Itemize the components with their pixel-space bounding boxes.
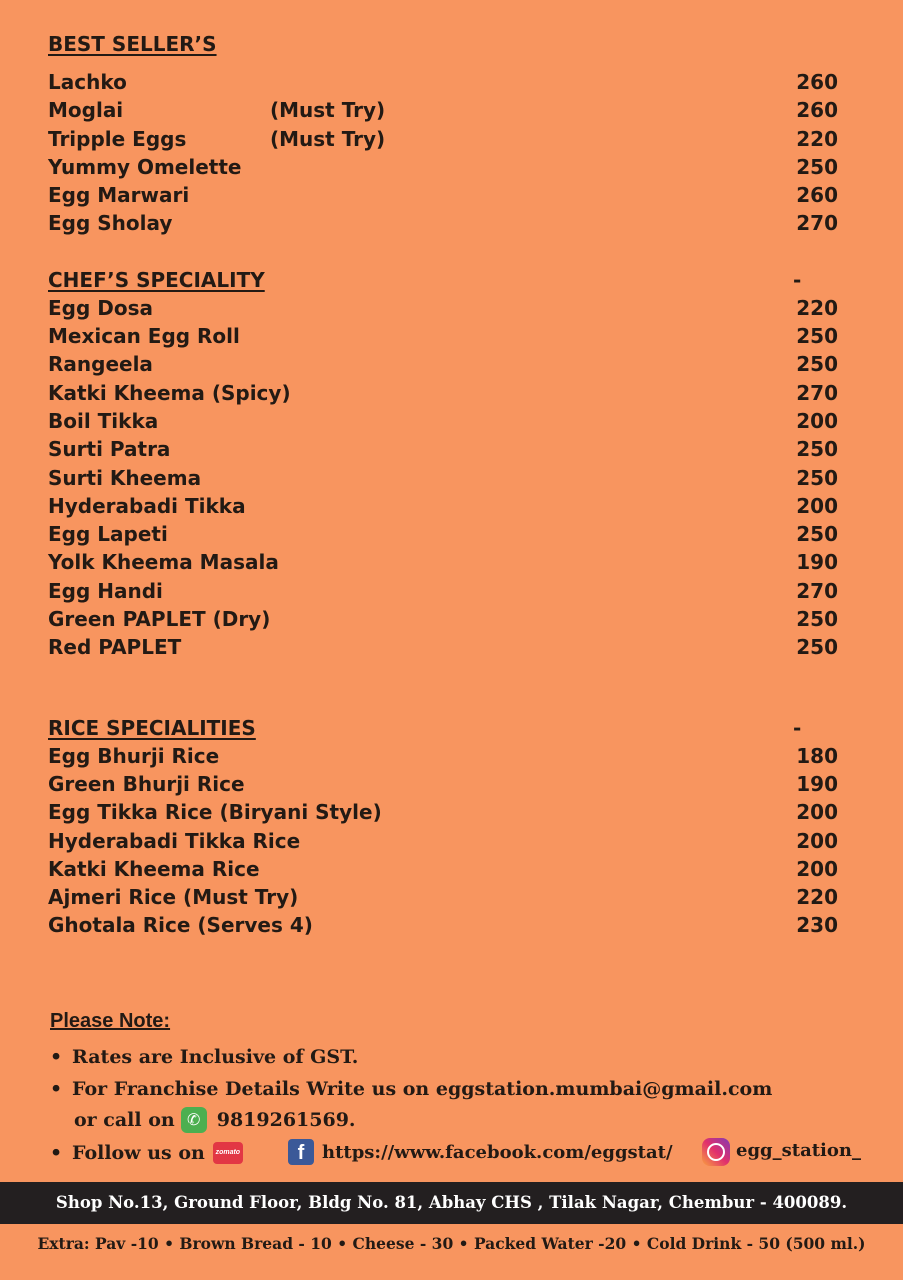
- note-franchise: [50, 1073, 870, 1105]
- menu-item: [48, 125, 838, 153]
- menu-item: [48, 96, 838, 124]
- item-price: 270: [796, 211, 838, 236]
- section-rice-specialities: [48, 714, 838, 940]
- item-tag: [270, 153, 793, 181]
- menu-item: [48, 605, 838, 633]
- item-price: 220: [796, 126, 838, 151]
- item-tag: [270, 209, 793, 237]
- item-name: Egg Sholay: [48, 211, 173, 236]
- item-price: 270: [796, 380, 838, 405]
- notes: [50, 1010, 870, 1171]
- whatsapp-icon[interactable]: ✆: [181, 1107, 207, 1133]
- instagram-handle[interactable]: egg_station_: [736, 1140, 861, 1161]
- item-price: 200: [796, 493, 838, 518]
- item-price: 200: [796, 408, 838, 433]
- address-bar: Shop No.13, Ground Floor, Bldg No. 81, Abhay CHS , Tilak Nagar, Chembur - 400089.: [0, 1182, 903, 1224]
- item-name: Red PAPLET: [48, 635, 182, 660]
- bullet: •: [50, 1046, 63, 1068]
- section-header: [48, 30, 838, 58]
- menu-item: [48, 742, 838, 770]
- menu-item: [48, 633, 838, 661]
- menu-item: [48, 520, 838, 548]
- menu-item: [48, 883, 838, 911]
- facebook-icon[interactable]: f: [288, 1139, 314, 1165]
- item-price: 250: [796, 465, 838, 490]
- menu-item: [48, 153, 838, 181]
- call-prefix: or call on: [74, 1109, 175, 1131]
- item-name: Moglai: [48, 98, 124, 123]
- menu-item: [48, 911, 838, 939]
- note-call: [50, 1105, 870, 1135]
- item-name: Tripple Eggs: [48, 126, 187, 151]
- menu-item: [48, 827, 838, 855]
- menu-item: [48, 350, 838, 378]
- menu-item: [48, 407, 838, 435]
- zomato-icon[interactable]: zomato: [213, 1142, 243, 1164]
- menu-item: [48, 548, 838, 576]
- item-price: 270: [796, 578, 838, 603]
- item-name: Boil Tikka: [48, 408, 159, 433]
- item-name: Yummy Omelette: [48, 154, 242, 179]
- menu-item: [48, 435, 838, 463]
- menu-item: [48, 492, 838, 520]
- item-name: Mexican Egg Roll: [48, 324, 240, 349]
- item-tag: (Must Try): [270, 98, 386, 123]
- item-price: 250: [796, 522, 838, 547]
- item-price: 190: [796, 550, 838, 575]
- item-name: Egg Lapeti: [48, 522, 168, 547]
- item-price: 220: [796, 885, 838, 910]
- menu: [48, 30, 838, 940]
- item-price: 250: [796, 154, 838, 179]
- item-price: 220: [796, 295, 838, 320]
- menu-item: [48, 577, 838, 605]
- menu-item: [48, 181, 838, 209]
- item-name: Surti Kheema: [48, 465, 202, 490]
- item-name: Egg Tikka Rice (Biryani Style): [48, 800, 382, 825]
- item-price: 260: [796, 70, 838, 94]
- menu-item: [48, 294, 838, 322]
- menu-item: [48, 464, 838, 492]
- menu-item: [48, 798, 838, 826]
- item-price: 250: [796, 607, 838, 632]
- item-name: Ajmeri Rice (Must Try): [48, 885, 299, 910]
- note-text: Rates are Inclusive of GST.: [72, 1046, 359, 1068]
- item-name: Lachko: [48, 70, 127, 94]
- follow-label: Follow us on: [72, 1142, 205, 1164]
- item-name: Hyderabadi Tikka Rice: [48, 828, 301, 853]
- note-gst: [50, 1041, 870, 1073]
- item-price: 200: [796, 828, 838, 853]
- instagram-icon[interactable]: [702, 1138, 730, 1166]
- item-price: 230: [796, 913, 838, 938]
- item-name: Egg Bhurji Rice: [48, 743, 220, 768]
- item-name: Hyderabadi Tikka: [48, 493, 246, 518]
- item-name: Yolk Kheema Masala: [48, 550, 279, 575]
- item-name: Egg Handi: [48, 578, 163, 603]
- item-price: 250: [796, 635, 838, 660]
- bullet: •: [50, 1142, 63, 1164]
- item-price: 180: [796, 743, 838, 768]
- phone-number[interactable]: 9819261569.: [216, 1109, 356, 1131]
- item-price: 200: [796, 800, 838, 825]
- menu-item: [48, 770, 838, 798]
- item-tag: (Must Try): [270, 126, 386, 151]
- facebook-link[interactable]: https://www.facebook.com/eggstat/: [322, 1142, 673, 1163]
- bullet: •: [50, 1078, 63, 1100]
- section-header: [48, 714, 838, 742]
- note-follow: [50, 1135, 870, 1171]
- menu-item: [48, 855, 838, 883]
- item-name: Surti Patra: [48, 437, 171, 462]
- item-name: Egg Dosa: [48, 295, 153, 320]
- item-name: Green PAPLET (Dry): [48, 607, 271, 632]
- menu-item: [48, 322, 838, 350]
- extras-line: Extra: Pav -10 • Brown Bread - 10 • Cheese - 30 • Packed Water -20 • Cold Drink - 50 (500 ml.): [37, 1234, 866, 1253]
- section-header-price: [793, 30, 838, 58]
- item-tag: [270, 181, 793, 209]
- item-name: Egg Marwari: [48, 183, 190, 208]
- section-header-price: -: [793, 715, 802, 740]
- item-name: Green Bhurji Rice: [48, 771, 245, 796]
- item-price: 250: [796, 324, 838, 349]
- item-price: 250: [796, 437, 838, 462]
- item-name: Katki Kheema (Spicy): [48, 380, 291, 405]
- item-price: 260: [796, 98, 838, 123]
- notes-title: Please Note:: [50, 1010, 171, 1032]
- section-header: [48, 266, 838, 294]
- item-price: 250: [796, 352, 838, 377]
- section-best-sellers: [48, 30, 838, 238]
- section-header-price: -: [793, 267, 802, 292]
- section-title: CHEF’S SPECIALITY: [48, 267, 265, 292]
- note-text[interactable]: For Franchise Details Write us on eggstation.mumbai@gmail.com: [72, 1078, 773, 1100]
- item-price: 190: [796, 771, 838, 796]
- section-title: BEST SELLER’S: [48, 32, 217, 56]
- item-name: Rangeela: [48, 352, 153, 377]
- item-name: Katki Kheema Rice: [48, 856, 260, 881]
- item-name: Ghotala Rice (Serves 4): [48, 913, 313, 938]
- menu-item: [48, 209, 838, 237]
- item-price: 200: [796, 856, 838, 881]
- item-price: 260: [796, 183, 838, 208]
- menu-item: [48, 379, 838, 407]
- menu-item: [48, 68, 838, 96]
- section-title: RICE SPECIALITIES: [48, 715, 256, 740]
- item-tag: [270, 68, 793, 96]
- section-chefs-speciality: [48, 266, 838, 662]
